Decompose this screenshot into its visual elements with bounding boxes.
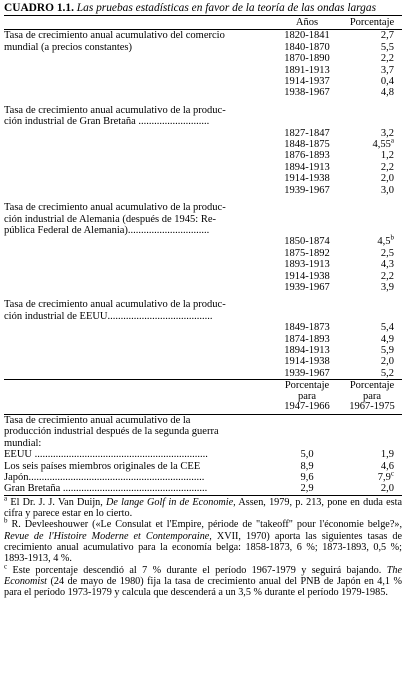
growth-value: 5,4 — [380, 322, 394, 334]
growth-value: 2,2 — [380, 161, 394, 173]
table-row — [4, 53, 402, 64]
table-row — [4, 438, 402, 449]
table-row — [4, 259, 402, 270]
footnote-mark: c — [4, 562, 8, 571]
growth-value: 1,2 — [380, 150, 394, 162]
year-range: 1876-1893 — [284, 150, 330, 162]
table-row — [4, 311, 402, 322]
table-row — [4, 225, 402, 236]
year-range: 1870-1890 — [284, 53, 330, 65]
footnote-c: $^c$ Este porcentaje descendió al 7 % durante el período 1967-1979 y seguirá bajando. The Economist (24 de mayo de 1980) fija la tasa de crecimiento anual del PNB de Japón en 4,1 % para el período 1973-1979 y calcula que descenderá a un 3,5 % durante el período 1979-1985. — [4, 562, 402, 599]
footnote-mark: a — [4, 494, 8, 503]
row-label: EEUU .................................................................. — [4, 449, 208, 461]
growth-value: 3,7 — [380, 64, 394, 76]
section-label: ción industrial de Alemania (después de 1945: Re- — [4, 213, 216, 225]
year-range: 1914-1938 — [284, 270, 330, 282]
data-row — [4, 322, 402, 333]
section-label: Tasa de crecimiento anual acumulativo de la produc- — [4, 104, 226, 116]
header-1947-1966: Porcentaje para 1947-1966 — [272, 380, 342, 415]
growth-value: 4,9 — [380, 333, 394, 345]
footnote-mark: c — [390, 469, 394, 478]
section-label: ción industrial de EEUU........................................ — [4, 310, 213, 322]
year-range: 1939-1967 — [284, 367, 330, 379]
data-row — [4, 128, 402, 139]
growth-value: 2,0 — [380, 173, 394, 185]
table-number: CUADRO 1.1. — [4, 2, 74, 14]
table-row — [4, 65, 402, 76]
section-label: pública Federal de Alemania)............................... — [4, 224, 210, 236]
section-label: mundial: — [4, 437, 42, 449]
year-range: 1848-1875 — [284, 139, 330, 151]
section-label: Tasa de crecimiento anual acumulativo de la produc- — [4, 202, 226, 214]
value-1947-1966: 9,6 — [300, 472, 314, 483]
section-label: Tasa de crecimiento anual acumulativo de la — [4, 414, 191, 426]
data-row — [4, 461, 402, 472]
table-row — [4, 42, 402, 53]
growth-value: 0,4 — [380, 76, 394, 88]
table-row — [4, 173, 402, 184]
row-label: Los seis países miembros originales de la CEE — [4, 460, 201, 472]
table-row — [4, 139, 402, 150]
data-row — [4, 483, 402, 495]
header-1967-1975: Porcentaje para 1967-1975 — [342, 380, 402, 415]
year-range: 1894-1913 — [284, 344, 330, 356]
year-range: 1849-1873 — [284, 322, 330, 334]
header-years: Años — [272, 16, 342, 30]
table-row — [4, 214, 402, 225]
year-range: 1875-1892 — [284, 247, 330, 259]
data-row — [4, 30, 402, 42]
value-1947-1966: 8,9 — [300, 460, 314, 472]
section-label: Tasa de crecimiento anual acumulativo de la produc- — [4, 299, 226, 311]
table-row — [4, 150, 402, 161]
year-range: 1840-1870 — [284, 41, 330, 53]
growth-value: 2,7 — [380, 30, 394, 42]
value-1967-1975: 4,6 — [380, 460, 394, 472]
growth-value: 2,2 — [380, 53, 394, 65]
growth-value: 5,9 — [380, 344, 394, 356]
footnote-b: $^b$ R. Devleeshouwer («Le Consulat et l'Empire, période de "takeoff" pour l'économie belge?», Revue de l'Histoire Moderne et Contemporaine, XVII, 1970) aporta las siguientes tasas de crecimiento anual acumulativo para la economía belga: 1858-1873, 6 %; 1873-1893, 0,5 %; 1893-1913, 4 %. — [4, 517, 402, 565]
table-row — [4, 414, 402, 426]
table-title — [4, 2, 402, 15]
footnote-a: $^a$ El Dr. J. J. Van Duijn, De lange Golf in de Economie, Assen, 1979, p. 213, pone en duda esta cifra y parece estar en lo cierto. — [4, 494, 402, 520]
footnotes — [4, 494, 402, 599]
document-page — [4, 0, 402, 598]
table-row — [4, 162, 402, 173]
table-row — [4, 202, 402, 213]
year-range: 1939-1967 — [284, 184, 330, 196]
year-range: 1914-1938 — [284, 173, 330, 185]
statistics-table — [4, 15, 402, 496]
year-range: 1938-1967 — [284, 87, 330, 99]
footnote-mark: a — [390, 136, 394, 145]
year-range: 1874-1893 — [284, 333, 330, 345]
year-range: 1894-1913 — [284, 161, 330, 173]
table-row — [4, 105, 402, 116]
value-1947-1966: 5,0 — [300, 449, 314, 461]
growth-value: 5,2 — [380, 367, 394, 379]
table-row — [4, 116, 402, 127]
year-range: 1820-1841 — [284, 30, 330, 42]
table-row — [4, 282, 402, 293]
header-percentage: Porcentaje — [342, 16, 402, 30]
data-row — [4, 472, 402, 483]
year-range: 1939-1967 — [284, 281, 330, 293]
table-row — [4, 271, 402, 282]
value-1967-1975: 1,9 — [380, 449, 394, 461]
growth-value: 3,2 — [380, 127, 394, 139]
section-label: mundial (a precios constantes) — [4, 41, 132, 53]
value-1967-1975: 2,0 — [342, 483, 402, 495]
value-1967-1975: 7,9$^c$ — [377, 469, 394, 483]
year-range: 1914-1938 — [284, 356, 330, 368]
citation-title: The Economist — [4, 564, 402, 587]
citation-title: Revue de l'Histoire Moderne et Contemporaine, — [4, 530, 212, 542]
footnote-mark: b — [4, 517, 8, 526]
table-header — [4, 16, 402, 30]
table-subheader — [4, 380, 402, 415]
table-caption: Las pruebas estadísticas en favor de la teoría de las ondas largas — [76, 2, 377, 14]
growth-value: 4,55$^a$ — [372, 136, 394, 151]
year-range: 1827-1847 — [284, 127, 330, 139]
year-range: 1914-1937 — [284, 76, 330, 88]
table-row — [4, 368, 402, 380]
table-row — [4, 87, 402, 98]
table-row — [4, 426, 402, 437]
table-row — [4, 299, 402, 310]
section-label: ción industrial de Gran Bretaña ........................... — [4, 116, 210, 128]
citation-title: De lange Golf in de Economie, — [106, 496, 236, 508]
table-row — [4, 185, 402, 196]
year-range: 1850-1874 — [284, 236, 330, 248]
table-row — [4, 76, 402, 87]
table-row — [4, 345, 402, 356]
table-row — [4, 248, 402, 259]
growth-value: 3,9 — [380, 281, 394, 293]
row-label: Japón................................................................... — [4, 472, 205, 483]
growth-value: 5,5 — [380, 41, 394, 53]
growth-value: 3,0 — [380, 184, 394, 196]
growth-value: 4,5$^b$ — [377, 233, 394, 248]
footnote-mark: b — [390, 233, 394, 242]
section-label: Tasa de crecimiento anual acumulativo del comercio — [4, 30, 225, 42]
growth-value: 4,3 — [380, 259, 394, 271]
growth-value: 2,0 — [380, 356, 394, 368]
row-label: Gran Bretaña ....................................................... — [4, 483, 272, 495]
table-row — [4, 356, 402, 367]
growth-value: 2,2 — [380, 270, 394, 282]
value-1947-1966: 2,9 — [272, 483, 342, 495]
year-range: 1893-1913 — [284, 259, 330, 271]
growth-value: 4,8 — [380, 87, 394, 99]
growth-value: 2,5 — [380, 247, 394, 259]
year-range: 1891-1913 — [284, 64, 330, 76]
section-label: producción industrial después de la segunda guerra — [4, 426, 219, 438]
data-row — [4, 449, 402, 460]
table-row — [4, 334, 402, 345]
data-row — [4, 236, 402, 247]
